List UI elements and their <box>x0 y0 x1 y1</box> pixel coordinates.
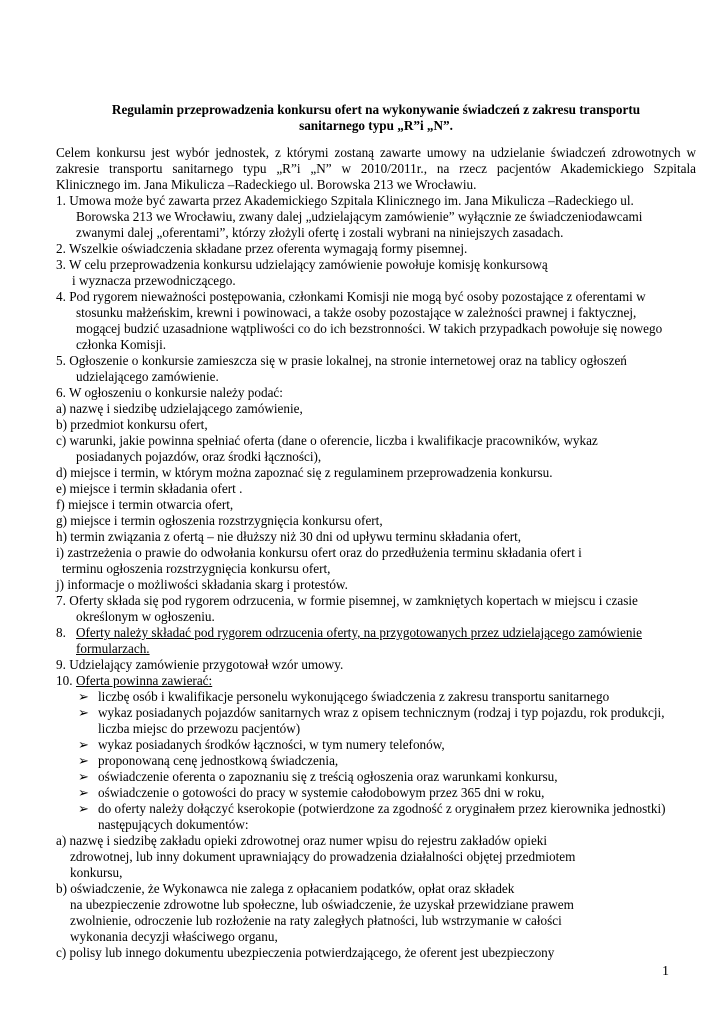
list-item-1-cont: zwanymi dalej „oferentami”, którzy złożyli ofertę i zostali wybrani na niniejszych zasadach. <box>76 225 564 240</box>
sub-item-a: a) nazwę i siedzibę udzielającego zamówienie, <box>56 401 303 416</box>
arrow-bullet-icon: ➢ <box>78 785 89 800</box>
list-item-1-cont: Borowska 213 we Wrocławiu, zwany dalej „udzielającym zamówienie” wyłącznie ze świadczeniodawcami <box>76 209 643 224</box>
bullet-item-cont: liczba miejsc do przewozu pacjentów) <box>98 721 301 736</box>
arrow-bullet-icon: ➢ <box>78 737 89 752</box>
sub-item-c-cont: posiadanych pojazdów, oraz środki łączności), <box>76 449 322 464</box>
sub-item-i: i) zastrzeżenia o prawie do odwołania konkursu ofert oraz do przedłużenia terminu składania ofert i <box>56 545 582 560</box>
list-item-7-cont: określonym w ogłoszeniu. <box>76 609 215 624</box>
document-item-a-cont: zdrowotnej, lub inny dokument uprawniający do prowadzenia działalności objętej przedmiotem <box>70 849 576 864</box>
list-item-4-cont: członka Komisji. <box>76 337 167 352</box>
bullet-item: oświadczenie o gotowości do pracy w systemie całodobowym przez 365 dni w roku, <box>98 785 545 800</box>
list-item-4-cont: mogącej budzić uzasadnione wątpliwości co do ich bezstronności. W takich przypadkach powołuje się nowego <box>76 321 663 336</box>
document-item-b-cont: na ubezpieczenie zdrowotne lub społeczne, lub oświadczenie, że uzyskał przewidziane prawem <box>70 897 574 912</box>
document-item-a: a) nazwę i siedzibę zakładu opieki zdrowotnej oraz numer wpisu do rejestru zakładów opieki <box>56 833 548 848</box>
document-item-b-cont: wykonania decyzji właściwego organu, <box>70 929 278 944</box>
sub-item-j: j) informacje o możliwości składania skarg i protestów. <box>56 577 348 592</box>
document-title-line-2: sanitarnego typu „R”i „N”. <box>299 118 453 133</box>
sub-item-c: c) warunki, jakie powinna spełniać oferta (dane o oferencie, liczba i kwalifikacje pracowników, wykaz <box>56 433 598 448</box>
list-item-1: 1. Umowa może być zawarta przez Akademickiego Szpitala Klinicznego im. Jana Mikulicza –Radeckiego ul. <box>56 193 634 208</box>
document-item-b-cont: zwolnienie, odroczenie lub rozłożenie na raty zaległych płatności, lub wstrzymanie w całości <box>70 913 562 928</box>
sub-item-f: f) miejsce i termin otwarcia ofert, <box>56 497 234 512</box>
arrow-bullet-icon: ➢ <box>78 705 89 720</box>
intro-line: Celem konkursu jest wybór jednostek, z którymi zostaną zawarte umowy na udzielanie świadczeń zdrowotnych w <box>56 145 696 160</box>
bullet-item: do oferty należy dołączyć kserokopie (potwierdzone za zgodność z oryginałem przez kierownika jednostki) <box>98 801 666 816</box>
list-item-8-cont: formularzach. <box>76 641 150 656</box>
document-title-line-1: Regulamin przeprowadzenia konkursu ofert na wykonywanie świadczeń z zakresu transportu <box>111 102 641 117</box>
arrow-bullet-icon: ➢ <box>78 689 89 704</box>
document-item-c: c) polisy lub innego dokumentu ubezpieczenia potwierdzającego, że oferent jest ubezpieczony <box>56 945 555 960</box>
list-item-4-cont: stosunku małżeńskim, krewni i powinowaci, a także osoby pozostające w zależności prawnej i faktycznej, <box>76 305 637 320</box>
sub-item-d: d) miejsce i termin, w którym można zapoznać się z regulaminem przeprowadzenia konkursu. <box>56 465 553 480</box>
list-item-9: 9. Udzielający zamówienie przygotował wzór umowy. <box>56 657 344 672</box>
list-item-4: 4. Pod rygorem nieważności postępowania, członkami Komisji nie mogą być osoby pozostające z oferentami w <box>56 289 646 304</box>
sub-item-i-cont: terminu ogłoszenia rozstrzygnięcia konkursu ofert, <box>62 561 331 576</box>
list-item-10: Oferta powinna zawierać: <box>76 673 213 688</box>
intro-line: zakresie transportu sanitarnego typu „R”i „N” w 2010/2011r., na rzecz pacjentów Akademickiego Szpitala <box>56 161 696 176</box>
list-item-2: 2. Wszelkie oświadczenia składane przez oferenta wymagają formy pisemnej. <box>56 241 468 256</box>
bullet-item: wykaz posiadanych pojazdów sanitarnych wraz z opisem technicznym (rodzaj i typ pojazdu, rok produkcji, <box>98 705 665 720</box>
arrow-bullet-icon: ➢ <box>78 801 89 816</box>
bullet-item: wykaz posiadanych środków łączności, w tym numery telefonów, <box>98 737 445 752</box>
sub-item-g: g) miejsce i termin ogłoszenia rozstrzygnięcia konkursu ofert, <box>56 513 383 528</box>
list-item-8-number: 8. <box>56 625 66 640</box>
list-item-3: 3. W celu przeprowadzenia konkursu udzielający zamówienie powołuje komisję konkursową <box>56 257 548 272</box>
list-item-5-cont: udzielającego zamówienie. <box>76 369 219 384</box>
list-item-10-number: 10. <box>56 673 73 688</box>
list-item-6: 6. W ogłoszeniu o konkursie należy podać: <box>56 385 283 400</box>
list-item-5: 5. Ogłoszenie o konkursie zamieszcza się w prasie lokalnej, na stronie internetowej oraz na tablicy ogłoszeń <box>56 353 627 368</box>
bullet-item-cont: następujących dokumentów: <box>98 817 249 832</box>
page-number: 1 <box>662 964 669 979</box>
bullet-item: proponowaną cenę jednostkową świadczenia, <box>98 753 339 768</box>
bullet-item: liczbę osób i kwalifikacje personelu wykonującego świadczenia z zakresu transportu sanitarnego <box>98 689 610 704</box>
document-item-a-cont: konkursu, <box>70 865 123 880</box>
list-item-7: 7. Oferty składa się pod rygorem odrzucenia, w formie pisemnej, w zamkniętych kopertach w miejscu i czasie <box>56 593 638 608</box>
sub-item-e: e) miejsce i termin składania ofert . <box>56 481 243 496</box>
list-item-8: Oferty należy składać pod rygorem odrzucenia oferty, na przygotowanych przez udzielającego zamówienie <box>76 625 642 640</box>
list-item-3-cont: i wyznacza przewodniczącego. <box>72 273 236 288</box>
bullet-item: oświadczenie oferenta o zapoznaniu się z treścią ogłoszenia oraz warunkami konkursu, <box>98 769 558 784</box>
document-item-b: b) oświadczenie, że Wykonawca nie zalega z opłacaniem podatków, opłat oraz składek <box>56 881 515 896</box>
sub-item-h: h) termin związania z ofertą – nie dłuższy niż 30 dni od upływu terminu składania ofert, <box>56 529 522 544</box>
arrow-bullet-icon: ➢ <box>78 753 89 768</box>
intro-line: Klinicznego im. Jana Mikulicza –Radeckiego ul. Borowska 213 we Wrocławiu. <box>56 177 477 192</box>
arrow-bullet-icon: ➢ <box>78 769 89 784</box>
sub-item-b: b) przedmiot konkursu ofert, <box>56 417 208 432</box>
